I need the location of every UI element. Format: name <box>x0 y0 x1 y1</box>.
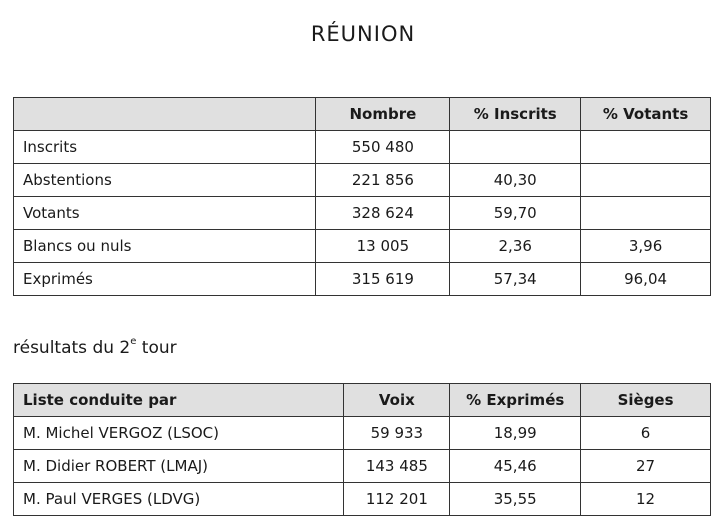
cell-pct-inscrits: 2,36 <box>450 230 581 263</box>
page-title: RÉUNION <box>310 22 416 46</box>
cell-nombre: 221 856 <box>316 164 450 197</box>
column-header-nombre: Nombre <box>316 98 450 131</box>
table-row-inscrits <box>14 131 711 164</box>
cell-pct-exprimes: 35,55 <box>450 483 581 516</box>
cell-pct-exprimes: 18,99 <box>450 417 581 450</box>
row-label: Blancs ou nuls <box>14 230 316 263</box>
table-header-row <box>14 98 711 131</box>
cell-sieges: 6 <box>581 417 711 450</box>
results-table <box>13 383 711 516</box>
column-header-pct-votants: % Votants <box>581 98 711 131</box>
table-row <box>14 417 711 450</box>
cell-nombre: 550 480 <box>316 131 450 164</box>
results-section-title <box>13 338 177 358</box>
column-header-voix: Voix <box>344 384 450 417</box>
cell-candidate: M. Paul VERGES (LDVG) <box>14 483 344 516</box>
column-header-liste: Liste conduite par <box>14 384 344 417</box>
cell-nombre: 13 005 <box>316 230 450 263</box>
cell-voix: 112 201 <box>344 483 450 516</box>
cell-nombre: 315 619 <box>316 263 450 296</box>
cell-pct-votants: 3,96 <box>581 230 711 263</box>
table-row-exprimes <box>14 263 711 296</box>
cell-pct-votants <box>581 197 711 230</box>
cell-pct-votants <box>581 131 711 164</box>
cell-voix: 143 485 <box>344 450 450 483</box>
cell-sieges: 12 <box>581 483 711 516</box>
column-header-sieges: Sièges <box>581 384 711 417</box>
column-header-pct-exprimes: % Exprimés <box>450 384 581 417</box>
row-label: Exprimés <box>14 263 316 296</box>
cell-sieges: 27 <box>581 450 711 483</box>
cell-pct-inscrits: 59,70 <box>450 197 581 230</box>
cell-pct-inscrits: 57,34 <box>450 263 581 296</box>
table-header-row <box>14 384 711 417</box>
cell-pct-votants: 96,04 <box>581 263 711 296</box>
cell-voix: 59 933 <box>344 417 450 450</box>
cell-pct-inscrits <box>450 131 581 164</box>
participation-table <box>13 97 711 296</box>
results-title-suffix: tour <box>136 338 177 358</box>
row-label: Inscrits <box>14 131 316 164</box>
row-label: Votants <box>14 197 316 230</box>
cell-candidate: M. Didier ROBERT (LMAJ) <box>14 450 344 483</box>
cell-pct-votants <box>581 164 711 197</box>
column-header <box>14 98 316 131</box>
table-row <box>14 483 711 516</box>
results-title-superscript: e <box>130 336 137 347</box>
row-label: Abstentions <box>14 164 316 197</box>
results-title-text: résultats du 2 <box>13 338 131 358</box>
table-row <box>14 450 711 483</box>
cell-pct-exprimes: 45,46 <box>450 450 581 483</box>
cell-nombre: 328 624 <box>316 197 450 230</box>
table-row-votants <box>14 197 711 230</box>
column-header-pct-inscrits: % Inscrits <box>450 98 581 131</box>
table-row-blancs-nuls <box>14 230 711 263</box>
table-row-abstentions <box>14 164 711 197</box>
cell-candidate: M. Michel VERGOZ (LSOC) <box>14 417 344 450</box>
cell-pct-inscrits: 40,30 <box>450 164 581 197</box>
